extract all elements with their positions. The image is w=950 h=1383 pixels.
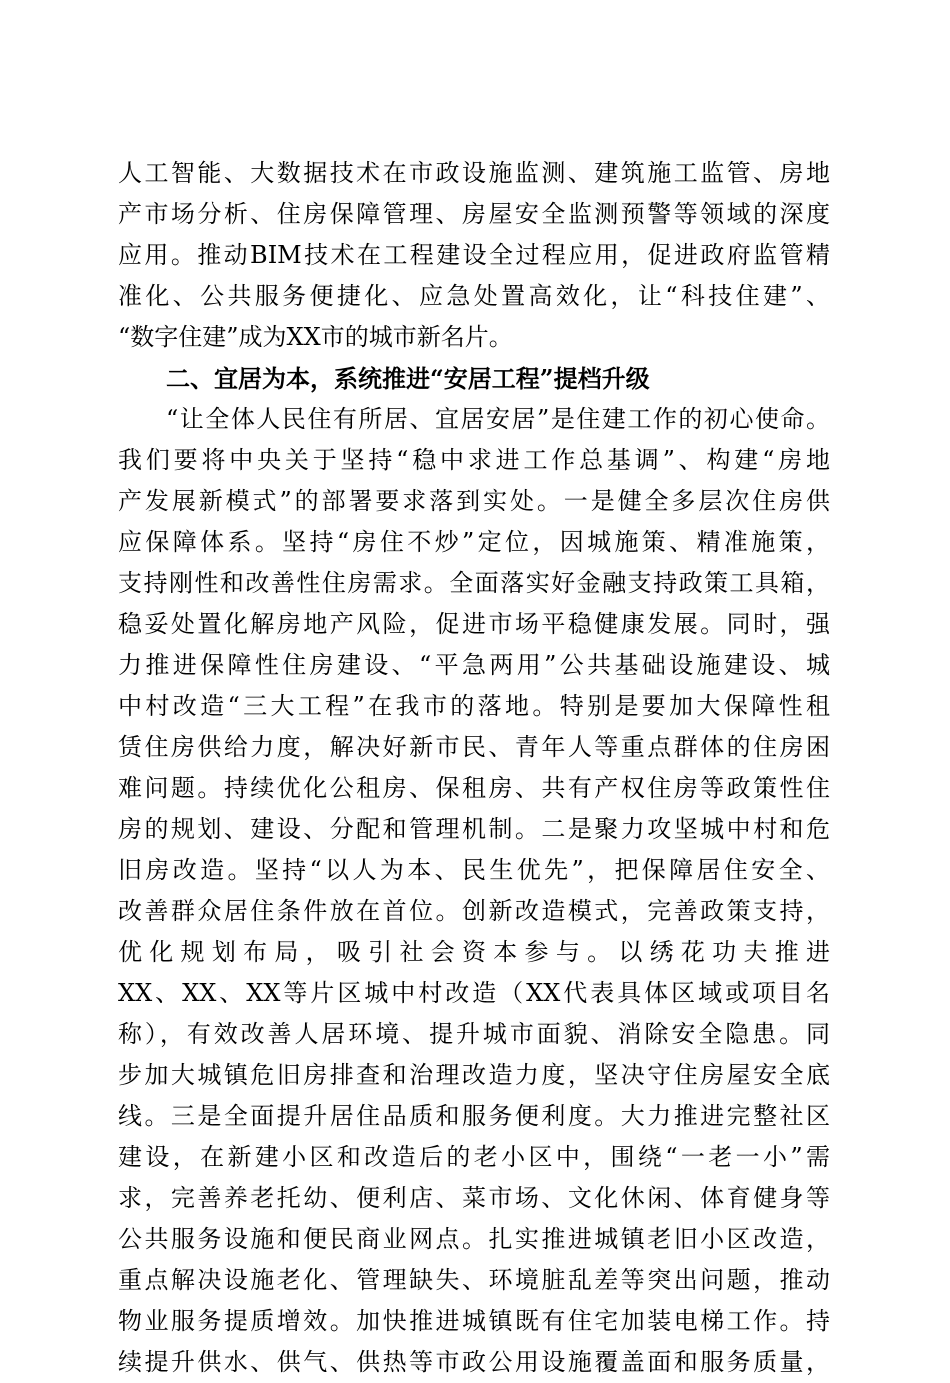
paragraph-2 <box>118 399 830 1383</box>
text-line: 求，完善养老托幼、便利店、菜市场、文化休闲、体育健身等 <box>118 1184 830 1212</box>
text-line: 力推进保障性住房建设、“平急两用”公共基础设施建设、城 <box>118 651 830 679</box>
text-line: 难问题。持续优化公租房、保租房、共有产权住房等政策性住 <box>118 774 830 802</box>
text-line: 产发展新模式”的部署要求落到实处。一是健全多层次住房供 <box>118 487 830 515</box>
text-line: 房的规划、建设、分配和管理机制。二是聚力攻坚城中村和危 <box>118 815 830 843</box>
text-line: 应保障体系。坚持“房住不炒”定位，因城施策、精准施策， <box>118 528 830 556</box>
text-line: 重点解决设施老化、管理缺失、环境脏乱差等突出问题，推动 <box>118 1266 830 1294</box>
paragraph-1 <box>118 153 830 358</box>
text-line: “让全体人民住有所居、宜居安居”是住建工作的初心使命。 <box>166 405 830 433</box>
text-line: 产市场分析、住房保障管理、房屋安全监测预警等领域的深度 <box>118 200 830 228</box>
text-line: “数字住建”成为XX市的城市新名片。 <box>118 323 513 351</box>
text-line: 准化、公共服务便捷化、应急处置高效化，让“科技住建”、 <box>118 282 830 310</box>
text-line: 应用。推动BIM技术在工程建设全过程应用，促进政府监管精 <box>118 241 830 269</box>
section-heading <box>118 358 830 399</box>
text-line: 公共服务设施和便民商业网点。扎实推进城镇老旧小区改造， <box>118 1225 830 1253</box>
text-line: 赁住房供给力度，解决好新市民、青年人等重点群体的住房困 <box>118 733 830 761</box>
text-line: 支持刚性和改善性住房需求。全面落实好金融支持政策工具箱， <box>118 569 830 597</box>
text-line: 建设，在新建小区和改造后的老小区中，围绕“一老一小”需 <box>118 1143 830 1171</box>
heading-text: 二、宜居为本，系统推进“安居工程”提档升级 <box>166 364 650 393</box>
text-line: 物业服务提质增效。加快推进城镇既有住宅加装电梯工作。持 <box>118 1307 830 1335</box>
text-line: 称），有效改善人居环境、提升城市面貌、消除安全隐患。同 <box>118 1020 830 1048</box>
text-line: 优化规划布局，吸引社会资本参与。以绣花功夫推进 <box>118 938 830 966</box>
text-line: 线。三是全面提升居住品质和服务便利度。大力推进完整社区 <box>118 1102 830 1130</box>
text-line: 步加大城镇危旧房排查和治理改造力度，坚决守住房屋安全底 <box>118 1061 830 1089</box>
text-line: 我们要将中央关于坚持“稳中求进工作总基调”、构建“房地 <box>118 446 830 474</box>
text-line: 稳妥处置化解房地产风险，促进市场平稳健康发展。同时，强 <box>118 610 830 638</box>
text-line: 改善群众居住条件放在首位。创新改造模式，完善政策支持， <box>118 897 830 925</box>
text-line: 中村改造“三大工程”在我市的落地。特别是要加大保障性租 <box>118 692 830 720</box>
text-line: 续提升供水、供气、供热等市政公用设施覆盖面和服务质量， <box>118 1348 830 1376</box>
text-line: XX、XX、XX等片区城中村改造（XX代表具体区域或项目名 <box>118 979 830 1007</box>
text-line: 人工智能、大数据技术在市政设施监测、建筑施工监管、房地 <box>118 159 830 187</box>
text-line: 旧房改造。坚持“以人为本、民生优先”，把保障居住安全、 <box>118 856 830 884</box>
